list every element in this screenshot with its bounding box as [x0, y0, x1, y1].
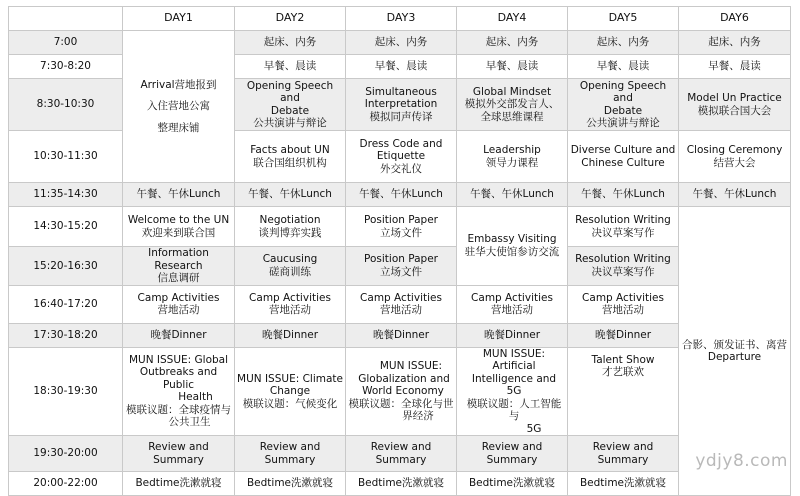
schedule-cell: 早餐、晨读 — [346, 55, 457, 79]
arrival-cell — [123, 31, 235, 183]
schedule-cell: 早餐、晨读 — [235, 55, 346, 79]
time-cell: 18:30-19:30 — [9, 347, 123, 436]
schedule-cell: 午餐、午休Lunch — [123, 183, 235, 207]
table-row — [9, 436, 791, 472]
cell-line: Welcome to the UN — [127, 214, 230, 226]
cell-line: 才艺联欢 — [602, 366, 644, 378]
cell-line: Change — [269, 385, 311, 397]
day-header: DAY6 — [679, 7, 791, 31]
cell-line: Review and — [259, 441, 321, 453]
cell-line: MUN ISSUE: Global — [128, 353, 229, 366]
cell-line: 驻华大使馆参访交流 — [464, 245, 560, 258]
cell-line: Camp Activities — [249, 291, 331, 304]
schedule-cell: 晚餐Dinner — [457, 323, 568, 347]
cell-line: Global Mindset — [472, 85, 552, 98]
cell-line: 立场文件 — [380, 265, 422, 278]
schedule-cell — [235, 79, 346, 131]
cell-line: Etiquette — [376, 150, 426, 163]
cell-line: Globalization and — [358, 372, 450, 385]
cell-line: 营地活动 — [269, 304, 311, 316]
schedule-cell: 早餐、晨读 — [568, 55, 679, 79]
cell-line: 决议草案写作 — [591, 226, 655, 239]
schedule-cell — [457, 131, 568, 183]
schedule-cell — [235, 347, 346, 436]
cell-line: Interpretation — [364, 98, 438, 111]
schedule-cell — [346, 207, 457, 247]
day-header: DAY2 — [235, 7, 346, 31]
cell-line: 全球思维课程 — [480, 110, 544, 123]
cell-line: 模联议题：人工智能与 — [466, 397, 562, 422]
schedule-cell — [235, 207, 346, 247]
schedule-cell — [346, 79, 457, 131]
schedule-cell: 起床、内务 — [679, 31, 791, 55]
schedule-cell — [457, 285, 568, 323]
schedule-cell — [346, 285, 457, 323]
schedule-cell: 午餐、午休Lunch — [457, 183, 568, 207]
corner-cell — [9, 7, 123, 31]
cell-line: MUN ISSUE: Artificial — [482, 347, 546, 372]
time-cell: 11:35-14:30 — [9, 183, 123, 207]
time-cell: 19:30-20:00 — [9, 436, 123, 472]
schedule-cell — [123, 207, 235, 247]
cell-line: 外交礼仪 — [380, 162, 422, 175]
cell-line: 模联议题：全球化与世 — [348, 397, 454, 410]
table-row — [9, 207, 791, 247]
schedule-cell — [679, 131, 791, 183]
cell-line: Leadership — [483, 144, 541, 156]
schedule-cell — [235, 285, 346, 323]
table-row — [9, 472, 791, 496]
cell-line: Talent Show — [591, 353, 655, 366]
schedule-cell: 午餐、午休Lunch — [568, 183, 679, 207]
cell-line: Review and — [148, 441, 209, 453]
cell-line: 磋商训练 — [269, 265, 311, 278]
table-row — [9, 347, 791, 436]
cell-line: MUN ISSUE: Climate — [237, 372, 343, 385]
cell-line: 领导力课程 — [485, 156, 539, 169]
cell-line: Summary — [153, 453, 204, 466]
cell-line: 公共卫生 — [168, 416, 211, 429]
embassy-cell — [457, 207, 568, 286]
arrival-line: 整理床铺 — [157, 121, 200, 134]
cell-line: Camp Activities — [582, 291, 664, 304]
schedule-cell — [235, 436, 346, 472]
schedule-cell: 早餐、晨读 — [679, 55, 791, 79]
cell-line: Model Un Practice — [687, 92, 782, 104]
arrival-line: Arrival营地报到 — [140, 78, 217, 91]
cell-line: 谈判博弈实践 — [258, 226, 322, 239]
schedule-table — [8, 6, 791, 496]
schedule-cell: 晚餐Dinner — [123, 323, 235, 347]
schedule-cell: 起床、内务 — [346, 31, 457, 55]
cell-line: 营地活动 — [380, 304, 422, 316]
cell-line: Summary — [264, 453, 316, 466]
cell-line: Debate — [270, 104, 310, 117]
cell-line: Position Paper — [364, 214, 438, 226]
table-row — [9, 183, 791, 207]
time-cell: 7:00 — [9, 31, 123, 55]
arrival-line: 入住营地公寓 — [147, 100, 210, 113]
schedule-cell: 起床、内务 — [235, 31, 346, 55]
schedule-cell — [457, 79, 568, 131]
schedule-cell: Bedtime洗漱就寝 — [346, 472, 457, 496]
cell-line: Review and — [370, 441, 432, 453]
schedule-cell — [235, 247, 346, 286]
cell-line: Negotiation — [259, 214, 321, 226]
schedule-cell — [568, 347, 679, 436]
schedule-cell — [679, 79, 791, 131]
schedule-cell: Bedtime洗漱就寝 — [123, 472, 235, 496]
cell-line: Information Research — [148, 247, 209, 272]
cell-line: Summary — [597, 453, 649, 466]
cell-line: Summary — [486, 453, 538, 466]
cell-line: Review and — [592, 441, 654, 453]
cell-line: Closing Ceremony — [686, 144, 783, 156]
header-row — [9, 7, 791, 31]
schedule-cell: Bedtime洗漱就寝 — [568, 472, 679, 496]
schedule-cell: 午餐、午休Lunch — [346, 183, 457, 207]
schedule-cell: 晚餐Dinner — [235, 323, 346, 347]
cell-line: 模拟联合国大会 — [697, 104, 772, 117]
day-header: DAY4 — [457, 7, 568, 31]
time-cell: 17:30-18:20 — [9, 323, 123, 347]
schedule-cell — [123, 436, 235, 472]
cell-line: 信息调研 — [157, 272, 200, 284]
cell-line: 模拟外交部发言人、 — [464, 98, 560, 111]
schedule-cell: Bedtime洗漱就寝 — [457, 472, 568, 496]
cell-line: Embassy Visiting — [467, 233, 557, 246]
cell-line: 模联议题：气候变化 — [242, 397, 338, 410]
cell-line: Summary — [375, 453, 427, 466]
schedule-cell — [235, 131, 346, 183]
schedule-cell — [568, 207, 679, 247]
schedule-cell — [123, 247, 235, 286]
time-cell: 14:30-15:20 — [9, 207, 123, 247]
schedule-cell — [346, 131, 457, 183]
cell-line: Position Paper — [364, 253, 438, 266]
cell-line: Caucusing — [262, 253, 318, 266]
cell-line: Chinese Culture — [581, 156, 665, 169]
cell-line: 模拟同声传译 — [369, 110, 433, 123]
time-cell: 15:20-16:30 — [9, 247, 123, 286]
time-cell: 7:30-8:20 — [9, 55, 123, 79]
time-cell: 20:00-22:00 — [9, 472, 123, 496]
cell-line: Facts about UN — [250, 144, 330, 156]
cell-line: Debate — [603, 104, 643, 117]
schedule-cell: Bedtime洗漱就寝 — [235, 472, 346, 496]
cell-line: Resolution Writing — [575, 214, 671, 226]
cell-line: World Economy — [362, 385, 444, 397]
cell-line: MUN ISSUE: — [379, 360, 443, 372]
cell-line: 5G — [526, 422, 542, 435]
cell-line: 营地活动 — [157, 304, 200, 316]
cell-line: Opening Speech and — [579, 79, 667, 104]
table-row — [9, 323, 791, 347]
schedule-cell — [568, 436, 679, 472]
schedule-cell — [123, 285, 235, 323]
cell-line: Dress Code and — [359, 137, 443, 150]
day-header: DAY1 — [123, 7, 235, 31]
cell-line: 欢迎来到联合国 — [141, 226, 216, 239]
table-row — [9, 247, 791, 286]
watermark: ydjy8.com — [695, 451, 788, 471]
cell-line: 模联议题：全球疫情与 — [126, 403, 231, 416]
cell-line: Health — [178, 391, 213, 404]
cell-line: 联合国组织机构 — [253, 156, 327, 169]
day-header: DAY3 — [346, 7, 457, 31]
schedule-cell — [457, 347, 568, 436]
schedule-cell: 起床、内务 — [568, 31, 679, 55]
day-header: DAY5 — [568, 7, 679, 31]
schedule-cell — [568, 247, 679, 286]
schedule-cell — [346, 347, 457, 436]
cell-line: Diverse Culture and — [570, 144, 676, 156]
cell-line: Camp Activities — [471, 291, 553, 304]
schedule-cell — [568, 79, 679, 131]
cell-line: 公共演讲与辩论 — [586, 117, 660, 129]
cell-line: Intelligence and 5G — [471, 372, 557, 397]
cell-line: Outbreaks and Public — [139, 366, 218, 391]
cell-line: 立场文件 — [380, 226, 422, 239]
cell-line: 结营大会 — [713, 156, 756, 169]
cell-line: Simultaneous — [365, 85, 437, 98]
cell-line: Resolution Writing — [575, 253, 671, 266]
schedule-cell — [346, 436, 457, 472]
schedule-cell: 晚餐Dinner — [346, 323, 457, 347]
schedule-cell: 午餐、午休Lunch — [235, 183, 346, 207]
schedule-cell: 晚餐Dinner — [568, 323, 679, 347]
time-cell: 8:30-10:30 — [9, 79, 123, 131]
schedule-cell: 早餐、晨读 — [457, 55, 568, 79]
cell-line: 营地活动 — [491, 304, 533, 316]
schedule-cell: 起床、内务 — [457, 31, 568, 55]
schedule-cell: 午餐、午休Lunch — [679, 183, 791, 207]
cell-line: 决议草案写作 — [591, 265, 655, 278]
cell-line: Camp Activities — [360, 291, 442, 304]
schedule-cell — [568, 131, 679, 183]
cell-line: Review and — [481, 441, 543, 453]
cell-line: Opening Speech and — [246, 79, 334, 104]
table-row — [9, 31, 791, 55]
time-cell: 10:30-11:30 — [9, 131, 123, 183]
cell-line: 公共演讲与辩论 — [253, 117, 327, 129]
departure-cell: 合影、颁发证书、离营Departure — [679, 207, 791, 496]
schedule-cell — [346, 247, 457, 286]
schedule-cell — [457, 436, 568, 472]
table-row — [9, 285, 791, 323]
cell-line: 营地活动 — [602, 304, 644, 316]
schedule-cell — [123, 347, 235, 436]
cell-line: Camp Activities — [137, 291, 220, 304]
cell-line: 界经济 — [402, 410, 434, 422]
time-cell: 16:40-17:20 — [9, 285, 123, 323]
schedule-cell — [568, 285, 679, 323]
